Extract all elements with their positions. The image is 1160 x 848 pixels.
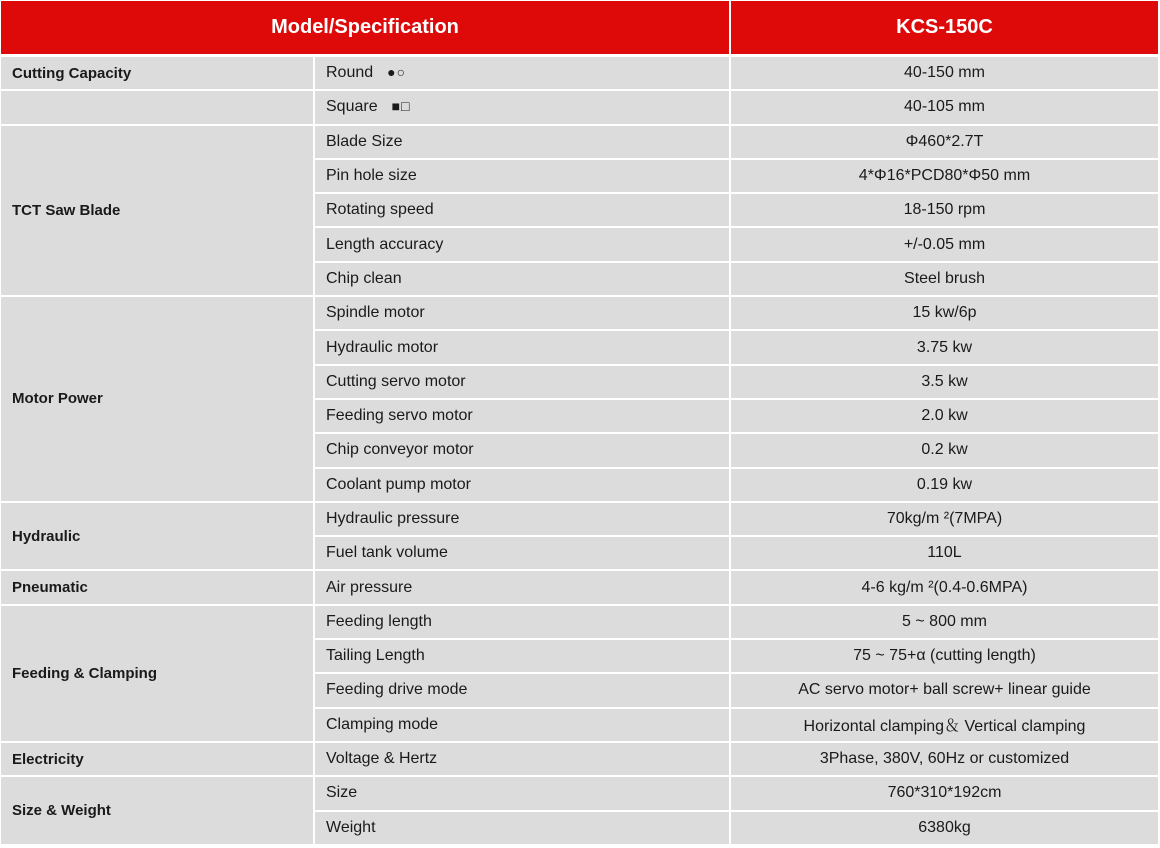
- value-cell: 15 kw/6p: [731, 297, 1158, 331]
- item-cell: [315, 91, 731, 125]
- item-cell: Tailing Length: [315, 640, 731, 674]
- table-header-row: [1, 1, 1158, 57]
- value-cell: 3.5 kw: [731, 366, 1158, 400]
- value-cell: 75 ~ 75+α (cutting length): [731, 640, 1158, 674]
- value-cell: 4*Φ16*PCD80*Φ50 mm: [731, 160, 1158, 194]
- value-cell: 760*310*192cm: [731, 777, 1158, 811]
- category-cell: Hydraulic: [1, 503, 315, 572]
- value-cell: 3.75 kw: [731, 331, 1158, 365]
- value-cell: AC servo motor+ ball screw+ linear guide: [731, 674, 1158, 708]
- item-cell: Clamping mode: [315, 709, 731, 743]
- table-row: [1, 571, 1158, 605]
- table-row: [1, 777, 1158, 811]
- value-cell: 5 ~ 800 mm: [731, 606, 1158, 640]
- value-cell: 0.2 kw: [731, 434, 1158, 468]
- item-cell: Size: [315, 777, 731, 811]
- square-shape-icon: ■□: [391, 98, 411, 115]
- item-cell: Feeding servo motor: [315, 400, 731, 434]
- value-cell: 3Phase, 380V, 60Hz or customized: [731, 743, 1158, 777]
- table-row: [1, 126, 1158, 160]
- category-cell: Cutting Capacity: [1, 57, 315, 91]
- header-model-value: KCS-150C: [731, 1, 1158, 57]
- spec-table: [1, 1, 1158, 846]
- category-cell: Motor Power: [1, 297, 315, 503]
- table-row: [1, 91, 1158, 125]
- value-cell: 6380kg: [731, 812, 1158, 846]
- value-cell: 110L: [731, 537, 1158, 571]
- item-cell: Voltage & Hertz: [315, 743, 731, 777]
- value-cell: 18-150 rpm: [731, 194, 1158, 228]
- value-cell: 40-105 mm: [731, 91, 1158, 125]
- item-cell: Pin hole size: [315, 160, 731, 194]
- header-model-label: Model/Specification: [1, 1, 731, 57]
- value-cell: 2.0 kw: [731, 400, 1158, 434]
- item-cell: Coolant pump motor: [315, 469, 731, 503]
- item-cell: Chip clean: [315, 263, 731, 297]
- table-row: [1, 743, 1158, 777]
- round-shape-icon: ●○: [387, 64, 407, 81]
- item-cell: Cutting servo motor: [315, 366, 731, 400]
- item-cell: Fuel tank volume: [315, 537, 731, 571]
- value-cell: Φ460*2.7T: [731, 126, 1158, 160]
- item-cell: Hydraulic pressure: [315, 503, 731, 537]
- table-row: [1, 297, 1158, 331]
- value-cell: 40-150 mm: [731, 57, 1158, 91]
- item-cell: Rotating speed: [315, 194, 731, 228]
- value-cell: Horizontal clamping＆ Vertical clamping: [731, 709, 1158, 743]
- category-cell: Pneumatic: [1, 571, 315, 605]
- item-cell: Hydraulic motor: [315, 331, 731, 365]
- item-label: Round: [326, 64, 374, 82]
- category-cell: Electricity: [1, 743, 315, 777]
- value-cell: 70kg/m ²(7MPA): [731, 503, 1158, 537]
- item-cell: Air pressure: [315, 571, 731, 605]
- value-cell: Steel brush: [731, 263, 1158, 297]
- value-cell: 4-6 kg/m ²(0.4-0.6MPA): [731, 571, 1158, 605]
- table-row: [1, 503, 1158, 537]
- category-cell: Size & Weight: [1, 777, 315, 846]
- item-cell: Blade Size: [315, 126, 731, 160]
- item-cell: Spindle motor: [315, 297, 731, 331]
- item-label: Square: [326, 98, 378, 116]
- category-cell: [1, 91, 315, 125]
- item-cell: Feeding drive mode: [315, 674, 731, 708]
- item-cell: Feeding length: [315, 606, 731, 640]
- value-cell: 0.19 kw: [731, 469, 1158, 503]
- item-cell: Chip conveyor motor: [315, 434, 731, 468]
- value-cell: +/-0.05 mm: [731, 228, 1158, 262]
- table-row: [1, 606, 1158, 640]
- item-cell: Length accuracy: [315, 228, 731, 262]
- category-cell: TCT Saw Blade: [1, 126, 315, 297]
- item-cell: Weight: [315, 812, 731, 846]
- table-row: [1, 57, 1158, 91]
- item-cell: [315, 57, 731, 91]
- category-cell: Feeding & Clamping: [1, 606, 315, 743]
